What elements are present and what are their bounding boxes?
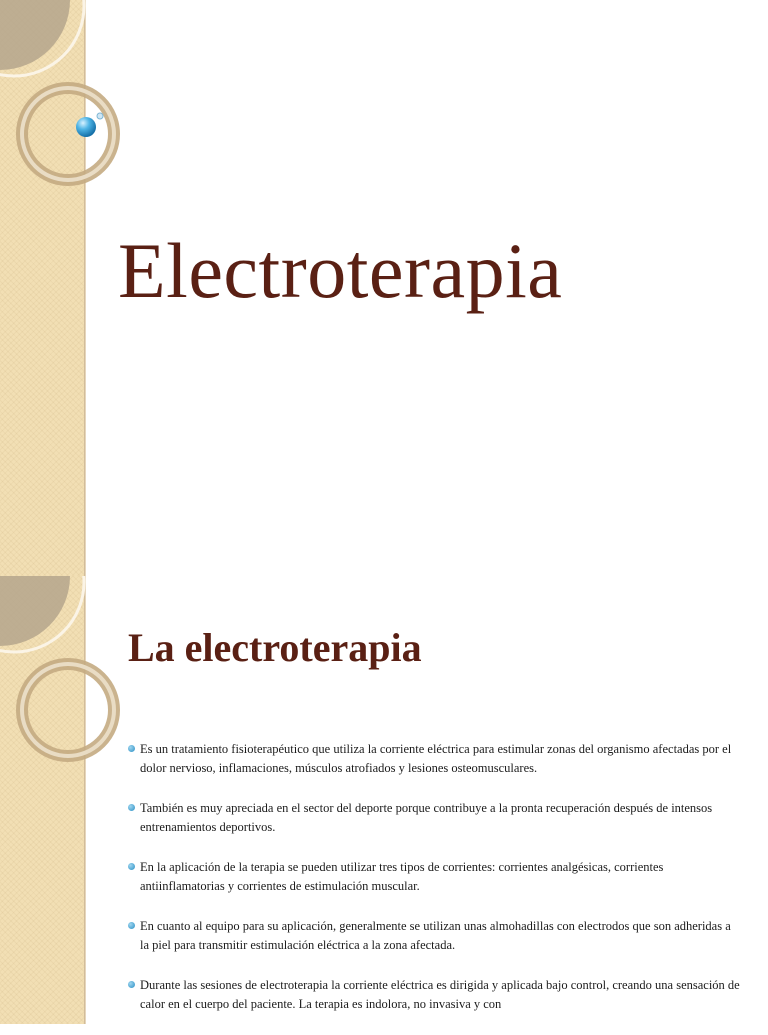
bullet-text: En la aplicación de la terapia se pueden utilizar tres tipos de corrientes: corrientes analgésicas, corrientes antiinflamatorias y corrientes de estimulación muscular. bbox=[140, 860, 664, 893]
ring-ornament-icon bbox=[0, 0, 140, 200]
bullet-list bbox=[128, 740, 740, 1035]
list-item bbox=[128, 858, 740, 895]
bullet-text: Durante las sesiones de electroterapia la corriente eléctrica es dirigida y aplicada bajo control, creando una sensación de calor en el cuerpo del paciente. La terapia es indolora, no invasiva y con bbox=[140, 978, 740, 1011]
slide-title: Electroterapia bbox=[118, 227, 563, 314]
bullet-dot-icon bbox=[128, 863, 135, 870]
bullet-dot-icon bbox=[128, 922, 135, 929]
bullet-dot-icon bbox=[128, 981, 135, 988]
bullet-text: Es un tratamiento fisioterapéutico que utiliza la corriente eléctrica para estimular zonas del organismo afectadas por el dolor nervioso, inflamaciones, músculos atrofiados y lesiones osteomusculares. bbox=[140, 742, 732, 775]
bullet-dot-icon bbox=[128, 745, 135, 752]
blue-sphere-icon bbox=[76, 117, 96, 137]
list-item bbox=[128, 740, 740, 777]
bullet-text: También es muy apreciada en el sector del deporte porque contribuye a la pronta recuperación después de intensos entrenamientos deportivos. bbox=[140, 801, 713, 834]
bullet-dot-icon bbox=[128, 804, 135, 811]
bullet-text: En cuanto al equipo para su aplicación, generalmente se utilizan unas almohadillas con electrodos que son adheridas a la piel para transmitir estimulación eléctrica a la zona afectada. bbox=[140, 919, 731, 952]
ring-ornament-icon bbox=[0, 576, 140, 776]
list-item bbox=[128, 917, 740, 954]
list-item bbox=[128, 976, 740, 1013]
list-item bbox=[128, 799, 740, 836]
section-heading: La electroterapia bbox=[128, 625, 422, 670]
